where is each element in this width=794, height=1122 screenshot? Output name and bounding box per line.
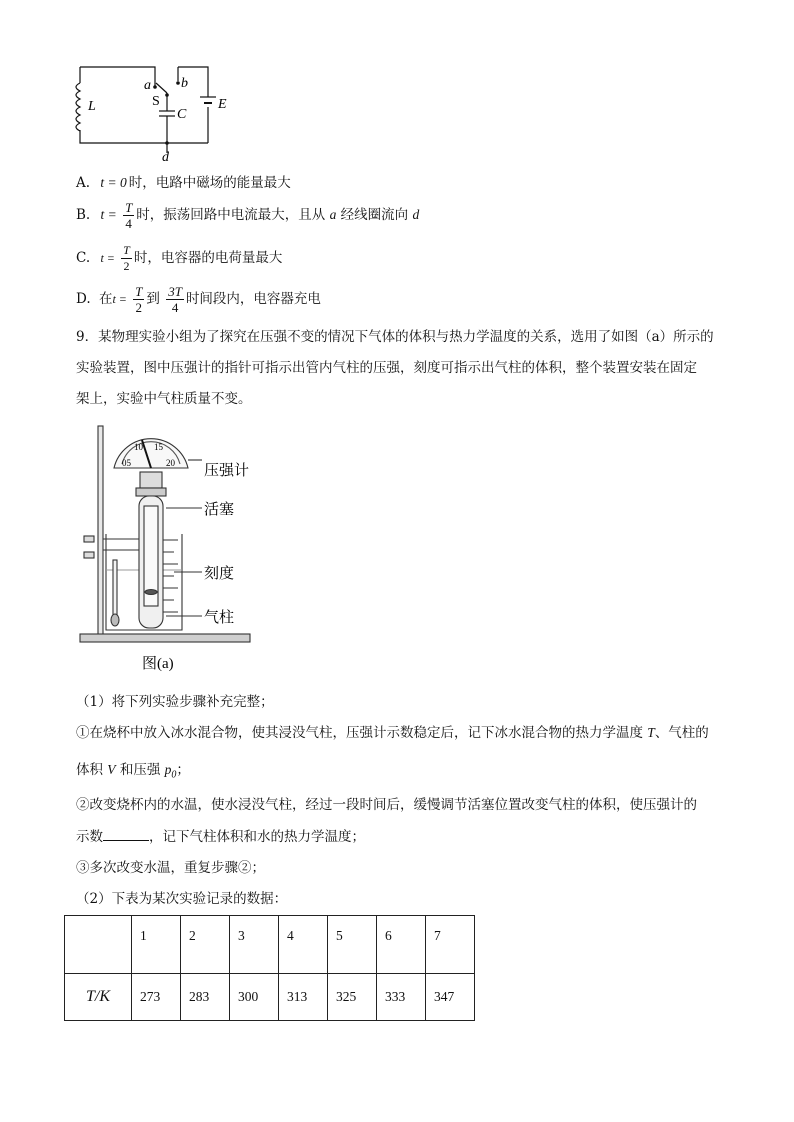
fraction-numerator: T [135,284,143,299]
label-gauge: 压强计 [204,463,250,479]
gauge-tick-15: 15 [154,442,163,452]
option-d-to: 到 [146,291,160,307]
step2-line2 [76,826,365,847]
table-header-cell: 1 [132,916,181,974]
step1-symbol-p-sub: 0 [171,769,177,781]
label-d: d [162,150,169,165]
answer-blank[interactable] [103,826,149,841]
table-cell: 273 [132,974,181,1021]
table-header-cell: 2 [181,916,230,974]
step1-symbol-T: T [647,725,655,740]
gauge-tick-10: 10 [134,442,143,452]
step2-line1: ②改变烧杯内的水温，使水浸没气柱，经过一段时间后，缓慢调节活塞位置改变气柱的体积，使压强计的 [76,797,697,813]
option-c-text: 时，电容器的电荷量最大 [133,250,283,266]
label-piston: 活塞 [204,502,235,518]
table-row [65,974,475,1021]
option-b-t: t = [100,207,117,222]
fraction-numerator: 3T [168,284,182,299]
fraction-denominator: 4 [125,216,132,231]
q9-line1: 9．某物理实验小组为了探究在压强不变的情况下气体的体积与热力学温度的关系，选用了如图（a）所示的 [76,329,714,345]
table-cell: 347 [426,974,475,1021]
fraction-numerator: T [123,243,130,257]
option-a-prefix: A. [76,175,91,191]
label-S: S [152,94,160,109]
data-table [64,915,475,1021]
option-d-fraction2 [166,284,184,315]
part2-heading: （2）下表为某次实验记录的数据： [76,891,288,907]
gauge-tick-05: 05 [122,458,131,468]
option-d-prefix: D. [76,291,91,307]
option-b-a: a [329,207,337,222]
table-cell: 300 [230,974,279,1021]
option-b-text1: 时，振荡回路中电流最大，且从 [136,207,326,223]
table-cell: 283 [181,974,230,1021]
option-c [76,243,282,274]
row-label-text: T/K [85,988,110,1005]
q9-line2: 实验装置，图中压强计的指针可指示出管内气柱的压强，刻度可指示出气柱的体积，整个装置安装在固定 [76,360,697,376]
table-header-cell: 5 [328,916,377,974]
option-b-fraction [123,200,134,231]
lc-circuit-diagram [60,55,240,165]
option-c-fraction [121,243,132,274]
table-header-cell: 3 [230,916,279,974]
option-d-fraction1 [133,284,144,315]
q9-line3: 架上，实验中气柱质量不变。 [76,391,252,407]
label-b: b [181,76,188,91]
apparatus-figure [70,420,260,675]
step1-symbol-p: p [164,762,172,777]
option-b-prefix: B. [76,207,91,223]
step3-line: ③多次改变水温，重复步骤②； [76,860,265,876]
gauge-tick-20: 20 [166,458,175,468]
label-gas-column: 气柱 [204,610,235,626]
table-header-cell: 7 [426,916,475,974]
fraction-denominator: 2 [135,300,143,315]
label-a: a [144,78,151,93]
fraction-numerator: T [125,200,133,215]
option-a-math: t = 0 [100,175,127,190]
option-a [76,173,291,193]
label-scale: 刻度 [204,566,235,582]
step1-line2 [76,760,190,786]
label-C: C [177,107,187,122]
step1-line1 [76,723,709,743]
part1-heading: （1）将下列实验步骤补充完整； [76,694,274,710]
fraction-denominator: 2 [123,259,130,273]
table-row-label [65,974,132,1021]
option-d [76,284,321,315]
step1-text-e: ； [176,762,190,778]
option-c-t: t = [100,251,115,265]
option-d-text0: 在 [98,291,113,307]
table-header-cell: 6 [377,916,426,974]
step1-symbol-V: V [107,762,116,777]
option-c-prefix: C. [76,250,91,266]
table-cell: 333 [377,974,426,1021]
step1-text-d: 和压强 [119,762,161,778]
fraction-denominator: 4 [171,300,179,315]
label-L: L [88,99,96,114]
label-E: E [218,97,227,112]
figure-caption: 图(a) [142,656,174,672]
table-cell: 313 [279,974,328,1021]
step1-text-a: ①在烧杯中放入冰水混合物，使其浸没气柱，压强计示数稳定后，记下冰水混合物的热力学温度 [76,725,643,741]
option-b-text2: 经线圈流向 [340,207,409,223]
option-a-text: 时，电路中磁场的能量最大 [128,175,291,191]
option-d-t: t = [112,292,127,306]
step1-text-b: 、气柱的 [654,725,709,741]
table-cell: 325 [328,974,377,1021]
table-header-row [65,916,475,974]
option-b [76,200,419,231]
option-b-d: d [412,207,420,222]
table-header-cell [65,916,132,974]
table-header-cell: 4 [279,916,328,974]
step1-text-c: 体积 [76,762,103,778]
option-d-text: 时间段内，电容器充电 [185,291,321,307]
step2-text-b: 示数 [76,829,103,845]
step2-text-c: ，记下气柱体积和水的热力学温度； [149,829,365,845]
